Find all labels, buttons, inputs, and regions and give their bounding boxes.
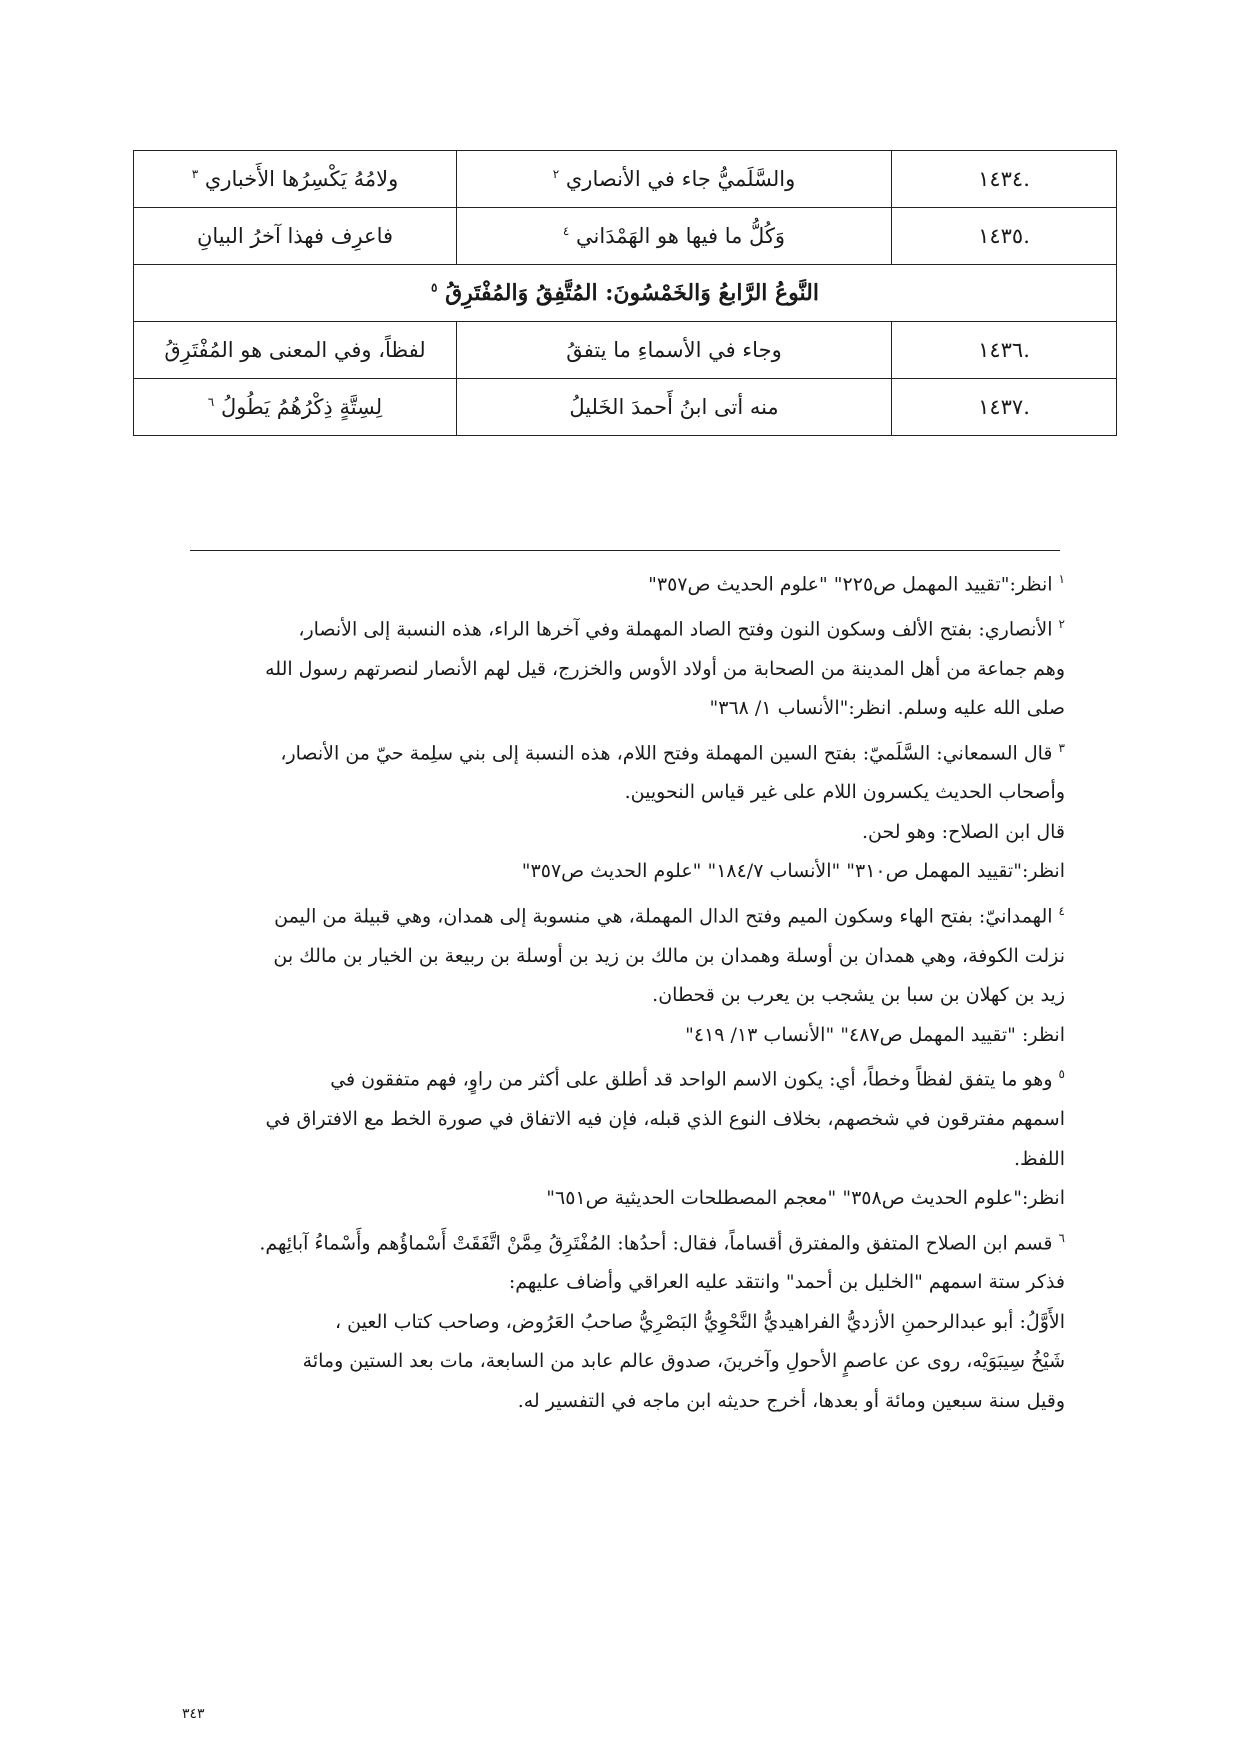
verse-row xyxy=(134,379,1117,436)
footnote-line: فذكر ستة اسمهم "الخليل بن أحمد" وانتقد عليه العراقي وأضاف عليهم: xyxy=(508,1271,1065,1294)
footnote-line: $^٤$ الهمدانيّ: بفتح الهاء وسكون الميم وفتح الدال المهملة، هي منسوبة إلى همدان، وهي قبيلة من اليمن xyxy=(274,903,1065,928)
verse-row xyxy=(134,322,1117,379)
footnote-line: $^٣$ قال السمعاني: السَّلَميّ: بفتح السين المهملة وفتح اللام، هذه النسبة إلى بني سلِمة حيّ من الأنصار، xyxy=(280,740,1065,764)
footnote-ref[interactable]: ٣ xyxy=(191,167,199,181)
second-hemistich: فاعرِف فهذا آخرُ البيانِ xyxy=(134,208,457,265)
footnote-number: ٦ xyxy=(1058,1230,1065,1245)
footnote-number: ٤ xyxy=(1058,903,1065,918)
verse-row xyxy=(134,208,1117,265)
verse-table xyxy=(133,150,1117,436)
verse-number: .١٤٣٧ xyxy=(892,379,1117,436)
footnote-line: صلى الله عليه وسلم. انظر:"الأنساب ١/ ٣٦٨" xyxy=(709,697,1065,720)
verse-number: .١٤٣٥ xyxy=(892,208,1117,265)
first-hemistich: منه أتى ابنُ أَحمدَ الخَليلُ xyxy=(457,379,892,436)
footnote-line: $^١$ انظر:"تقييد المهمل ص٢٢٥" "علوم الحديث ص٣٥٧" xyxy=(648,572,1065,596)
second-hemistich: ولامُهُ يَكْسِرُها الأَخباري $^٣$ xyxy=(134,151,457,208)
footnote-line: اسمهم مفترقون في شخصهم، بخلاف النوع الذي قبله، فإن فيه الاتفاق في صورة الخط مع الافتراق في xyxy=(265,1108,1065,1131)
footnote-line: قال ابن الصلاح: وهو لحن. xyxy=(862,820,1065,843)
first-hemistich: والسَّلَميُّ جاء في الأنصاري $^٢$ xyxy=(457,151,892,208)
footnote-line: نزلت الكوفة، وهي همدان بن أوسلة وهمدان بن مالك بن زيد بن أوسلة بن ربيعة بن الخيار بن مالك بن xyxy=(273,944,1065,967)
first-hemistich: وَكُلُّ ما فيها هو الهَمْدَاني $^٤$ xyxy=(457,208,892,265)
footnote-line: وهم جماعة من أهل المدينة من الصحابة من أولاد الأوس والخزرج، قيل لهم الأنصار لنصرتهم رسول الله xyxy=(265,657,1065,680)
footnote-number: ٥ xyxy=(1058,1067,1065,1082)
footnote-ref[interactable]: ٤ xyxy=(562,224,570,238)
footnote-line: وأصحاب الحديث يكسرون اللام على غير قياس النحويين. xyxy=(624,781,1065,804)
footnote-line: وقيل سنة سبعين ومائة أو بعدها، أخرج حديثه ابن ماجه في التفسير له. xyxy=(517,1389,1065,1412)
verse-row xyxy=(134,151,1117,208)
verse-number: .١٤٣٦ xyxy=(892,322,1117,379)
footnote-line: زيد بن كهلان بن سبا بن يشجب بن يعرب بن قحطان. xyxy=(652,984,1065,1007)
footnote-line: $^٢$ الأنصاري: بفتح الألف وسكون النون وفتح الصاد المهملة وفي آخرها الراء، هذه النسبة إلى الأنصار، xyxy=(298,616,1065,641)
footnotes xyxy=(185,560,1065,1421)
chapter-heading-row xyxy=(134,265,1117,322)
chapter-heading: النَّوعُ الرَّابعُ وَالخَمْسُونَ: المُتَّفِقُ وَالمُفْتَرِقُ $^٥$ xyxy=(134,265,1117,322)
footnote-number: ٢ xyxy=(1058,616,1065,631)
footnote-line: انظر: "تقييد المهمل ص٤٨٧" "الأنساب ١٣/ ٤١٩" xyxy=(685,1023,1065,1046)
footnote-line: شَيْخُ سِيبَوَيْه، روى عن عاصمٍ الأحولِ وآخرينَ، صدوق عالم عابد من السابعة، مات بعد الستين ومائة xyxy=(302,1350,1065,1373)
second-hemistich: لفظاً، وفي المعنى هو المُفْتَرِقُ xyxy=(134,322,457,379)
page-number: ٣٤٣ xyxy=(182,1706,205,1722)
footnote-line: انظر:"تقييد المهمل ص٣١٠" "الأنساب ١٨٤/٧" "علوم الحديث ص٣٥٧" xyxy=(521,860,1065,883)
footnote-number: ١ xyxy=(1058,572,1065,586)
footnote-ref[interactable]: ٥ xyxy=(430,280,438,295)
footnote-ref[interactable]: ٢ xyxy=(552,167,560,181)
footnote-line: $^٦$ قسم ابن الصلاح المتفق والمفترق أقساماً، فقال: أحدُها: المُفْتَرِقُ مِمَّنْ اتَّفَقَتْ أَسْماؤُهم وأَسْماءُ آبائِهم. xyxy=(259,1230,1065,1254)
footnote-line: اللفظ. xyxy=(1013,1147,1065,1170)
first-hemistich: وجاء في الأسماءِ ما يتفقُ xyxy=(457,322,892,379)
footnote-separator xyxy=(190,550,1060,551)
footnote-line: الأَوَّلُ: أبو عبدالرحمنِ الأزديُّ الفراهيديُّ النَّحْوِيُّ البَصْرِيُّ صاحبُ العَرُوض، وصاحب كتاب العين ، xyxy=(334,1310,1065,1333)
footnote-number: ٣ xyxy=(1058,740,1065,755)
footnote-line: انظر:"علوم الحديث ص٣٥٨" "معجم المصطلحات الحديثية ص٦٥١" xyxy=(546,1187,1065,1210)
footnote-ref[interactable]: ٦ xyxy=(207,395,215,409)
second-hemistich: لِسِتَّةٍ ذِكْرُهُمُ يَطُولُ $^٦$ xyxy=(134,379,457,436)
verse-number: .١٤٣٤ xyxy=(892,151,1117,208)
footnote-line: $^٥$ وهو ما يتفق لفظاً وخطاً، أي: يكون الاسم الواحد قد أطلق على أكثر من راوٍ، فهم متفقون في xyxy=(330,1067,1065,1091)
